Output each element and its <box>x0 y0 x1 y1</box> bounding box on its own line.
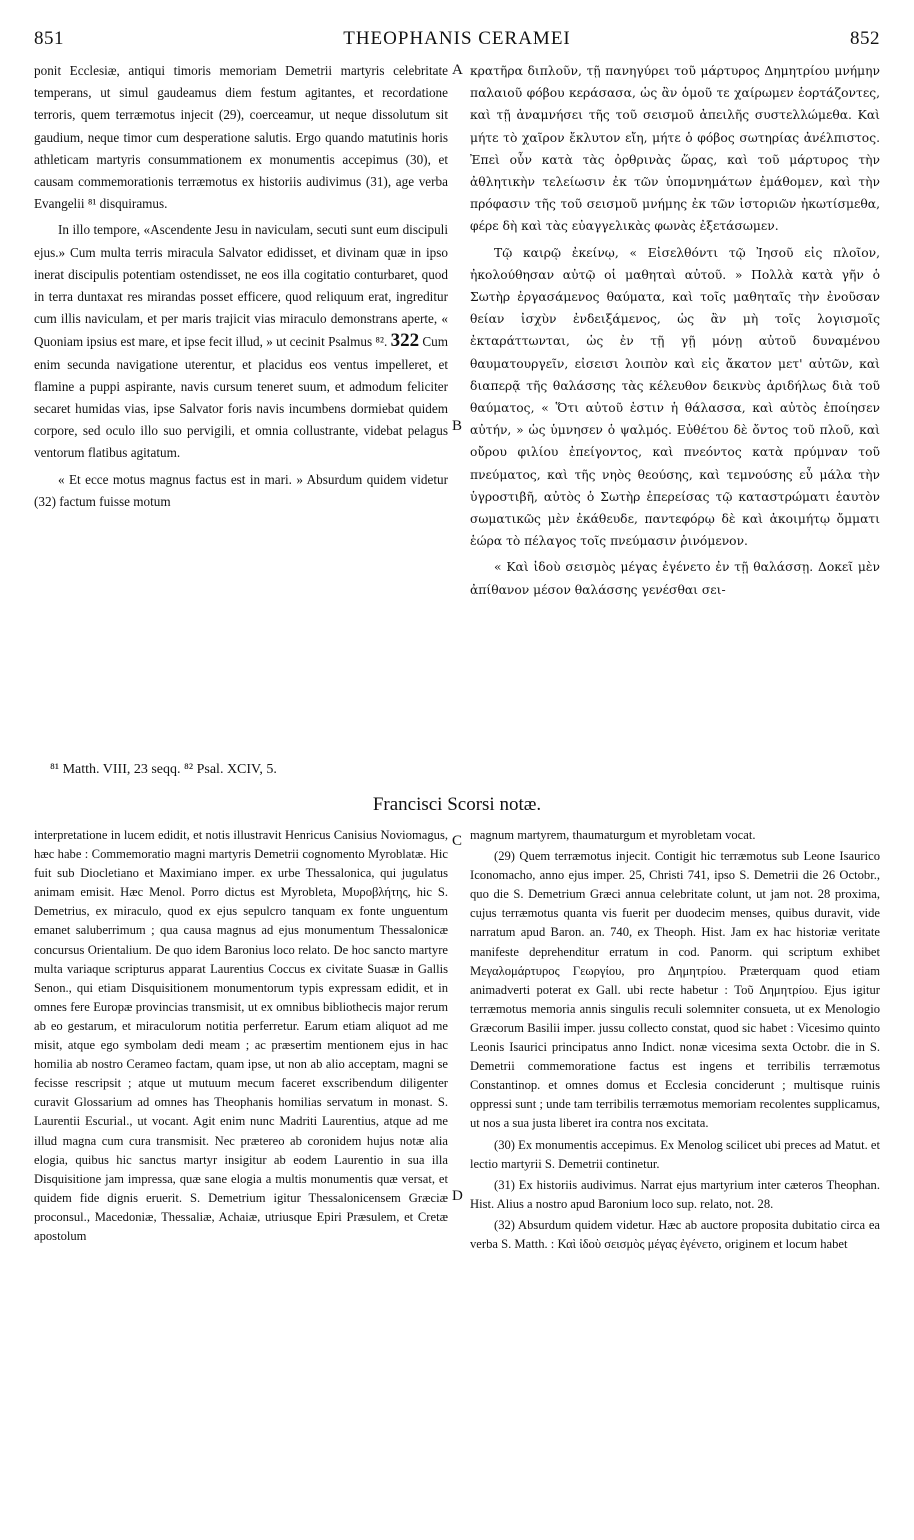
note-31: (31) Ex historiis audivimus. Narrat ejus martyrium inter cæteros Theophan. Hist. Alius a nostro apud Baronium loco sup. relato, not. 28. <box>470 1177 880 1211</box>
running-title: THEOPHANIS CERAMEI <box>343 28 571 49</box>
margin-marker-a: A <box>452 62 463 78</box>
latin-paragraph-2 <box>34 219 448 464</box>
margin-marker-b: B <box>452 418 463 434</box>
note-30: (30) Ex monumentis accepimus. Ex Menolog scilicet ubi preces ad Matut. et lectio martyrii S. Demetrii continetur. <box>470 1137 880 1171</box>
latin-paragraph-1: ponit Ecclesiæ, antiqui timoris memoriam Demetrii martyris celebritate temperans, ut simul gaudeamus diem festum agitantes, et recordatione terroris, quem terræmotus injecit (29), coerceamur, ut neque dissolutum sit gaudium, neque timor cum desperatione salutis. Ergo quando matutinis horis athleticam martyris consummationem ex monumentis accepimus (30), et causam commemorationis terræmotus ex historiis audivimus (31), age verba Evangelii ⁸¹ disquiramus. <box>34 63 448 212</box>
page-number-left: 851 <box>34 28 64 49</box>
footnotes: ⁸¹ Matth. VIII, 23 seqq. ⁸² Psal. XCIV, 5. <box>50 762 277 777</box>
greek-paragraph-1: κρατῆρα διπλοῦν, τῇ πανηγύρει τοῦ μάρτυρος Δημητρίου μνήμην παλαιοῦ φόβου κεράσασα, ὡς ἂν ὁμοῦ τε χαίρωμεν ἑορτάζοντες, καὶ τῇ ἀναμνήσει τῆς τοῦ σεισμοῦ ἀπειλῆς συστελλώμεθα. Καὶ μήτε τὸ χαῖρον ἔκλυτον εἴη, μήτε ὁ φόβος σωτηρίας ἀνέλπιστος. Ἐπεὶ οὖν κατὰ τὰς ὀρθρινὰς ὥρας, καὶ τοῦ μάρτυρος τὴν ἀθλητικὴν τελείωσιν ἐκ τῶν ὑπομνημάτων ἐμάθομεν, καὶ τὴν πρόφασιν τῆς τοῦ σεισμοῦ μνήμης ἐκ τῶν ἱστοριῶν ἠκωτίσμεθα, φέρε δὴ καὶ τὰς εὐαγγελικὰς φωνὰς ἐξετάσωμεν. <box>470 64 880 234</box>
margin-marker-c: C <box>452 833 463 849</box>
page-header <box>34 28 880 58</box>
latin-paragraph-2-text: In illo tempore, «Ascendente Jesu in naviculam, secuti sunt eum discipuli ejus.» Cum multa terris miracula Salvator edidisset, et divinam quæ in ipso inerat discipulis potentiam ostendisset, ne eos illa cogitatio conturbaret, quod in terra duntaxat res mirandas posset efficere, quod reliquum erat, ingreditur cum illis naviculam, et per maris trajicit vias miraculo demonstrans aperte, « Quoniam ipsius est mare, et ipse fecit illud, » ut cecinit Psalmus ⁸². <box>34 222 448 350</box>
note-right-continuation: magnum martyrem, thaumaturgum et myrobletam vocat. <box>470 828 756 842</box>
note-left-paragraph: interpretatione in lucem edidit, et notis illustravit Henricus Canisius Noviomagus, hæc habe : Commemoratio magni martyris Demetrii cognomento Myroblatæ. Hic fuit sub Diocletiano et Maximiano imper. ex urbe Thessalonica, qui jugulatus animam emisit. Hæc Menol. Porro dictus est Myrobleta, Μυροβλήτης, hic S. Demetrius, ex miraculo, quod ex ejus sepulcro tanquam ex fonte unguentum emanet saluberrimum ; qua causa magnus ad ejus monumentum Thessalonicæ concursus Orientalium. De quo idem Baronius loco relato. De hoc sancto martyre multa variaque scripturus apparat Laurentius Coccus ex civitate Suasæ in Gallis Senon., qui etiam Disquisitionem monumentorum typis expressam edidit, et in omnes fere Europæ provincias transmisit, ut ex omnibus bibliothecis major rerum ab eo gestarum, et miraculorum notitia perferretur. Earum etiam aliquot ad me misit, atque ego symbolam dedi meam ; ac præsertim mentionem ejus in hac homilia ab nostro Cerameo factam, quam ipse, ut non ab alio acceptam, magni se fecisse rescripsit ; atque ut mutuum mecum faceret exscribendum diligenter curavit Glossarium ad omnes has Theophanis homilias servatum in monast. S. Laurentii Escurial., ut vocant. Agit enim nunc Madriti Laurentius, atque ad me illud magna cum cura transmisit. Nec prætereo ab coronidem hujus notæ alia elogia, quibus hic sanctus martyr insigitur ab eodem Laurentio in sua illa Disquisitione jam impressa, quæ sane elogia a multis monumentis quæ versat, et quidem fide dignis eruerit. S. Demetrium igitur Thessalonicensem Græciæ proconsul., Macedoniæ, Thessaliæ, Achaiæ, utriusque Epiri Præsulem, et Cretæ apostolum <box>34 828 448 1243</box>
notes-left-column <box>34 826 448 1248</box>
notes-title: Francisci Scorsi notæ. <box>372 794 542 815</box>
column-number: 322 <box>390 330 420 352</box>
note-29: (29) Quem terræmotus injecit. Contigit hic terræmotus sub Leone Isaurico Iconomacho, anno ejus imper. 25, Christi 741, ipso S. Demetrii die 26 Octobr., quo die S. Demetrium Græci annua celebritate colunt, ut jam not. 28 proxima, cujus terræmotus quanta vis fuerit per duodecim menses, quibus duravit, vide narratum apud Baron. an. 740, ex Theoph. Hist. Jam ex hac historiæ veritate manifeste deprehenditur erratum in cod. Panorm. qui scriptum exhibet Μεγαλομάρτυρος Γεωργίου, pro Δημητρίου. Præterquam quod etiam animadverti poterat ex Gall. ubi recte habetur : Τοῦ Δημητρίου. Ejus igitur terræmotus memoria annis singulis reculi solemniter consueta, ut ex Menologio Græcorum Basilii imper. jussu collecto constat, quod sic habet : Vicesimo quinto Leonis Isaurici principatus anno Indict. nonæ vicesima sexta Octobr. die in S. Demetrii commemoratione factus est ingens et terribilis terræmotus Constantinop. et omnes domus et Ecclesia conciderunt ; multisque ruinis oppressi sunt ; unde tam terribilis terræmotus memoriam recolentes supplicamus, ut nos a sua justa liberet ira contra nos excitata. <box>470 849 880 1131</box>
latin-paragraph-3: « Et ecce motus magnus factus est in mari. » Absurdum quidem videtur (32) factum fuisse motum <box>34 471 448 509</box>
greek-column <box>470 60 880 605</box>
page-number-right: 852 <box>850 28 880 49</box>
greek-paragraph-2: Τῷ καιρῷ ἐκείνῳ, « Εἰσελθόντι τῷ Ἰησοῦ εἰς πλοῖον, ἠκολούθησαν αὐτῷ οἱ μαθηταὶ αὐτοῦ. » Πολλὰ κατὰ γῆν ὁ Σωτὴρ ἐργασάμενος θαύματα, καὶ τοῖς μαθηταῖς τὴν ἐνοῦσαν θείαν ἰσχὺν ἐνδειξάμενος, ὡς ἂν μὴ τοῖς λογισμοῖς ἐκταράττωνται, ὡς ἐν τῇ γῇ μόνῃ αὐτοῦ δυναμένου θαυματουργεῖν, εἰσεισι λοιπὸν καὶ εἰς ἄκατον μετ' αὐτῶν, καὶ διαπερᾷ τῆς θαλάσσης τὰς κέλευθον δεικνὺς ἀριδήλως διὰ τοῦ θαύματος, « Ὅτι αὐτοῦ ἐστιν ἡ θάλασσα, καὶ αὐτὸς ἐποίησεν αὐτήν, » ὡς ὑμνησεν ὁ ψαλμός. Εὐθέτου δὲ ὄντος τοῦ πλοῦ, καὶ οὔρου φιλίου ἐπείγοντος, καὶ πνεόντος κατὰ πρύμναν τοῦ πνεύματος, καὶ τῆς νηὸς θεούσης, καὶ τεμνούσης εὖ μάλα τὴν ὑγροστιβῆ, αὐτὸς ὁ Σωτὴρ ἐπερείσας τῷ καταστρώματι ἑαυτὸν σωματικῶς μὲν ἐκάθευδε, παντεφόρῳ δὲ καὶ ἀκοιμήτῳ ὄμματι ἑώρα τὸ πέλαγος τοῖς πνεύμασιν ῥινόμενον. <box>470 245 880 549</box>
latin-column <box>34 60 448 517</box>
latin-paragraph-2-rest: Cum enim secunda navigatione uterentur, et placidus eos ventus impelleret, et flamine a puppi aspirante, navis cursum teneret suum, et admodum feliciter secaret humidas vias, ipse Salvator foris navis incumbens dormiebat quidem corpore, sed oculo illo suo pervigili, et omnia collustrante, videbat pelagus ventorum flatibus agitatum. <box>34 334 449 461</box>
margin-marker-d: D <box>452 1188 463 1204</box>
note-32: (32) Absurdum quidem videtur. Hæc ab auctore proposita dubitatio circa ea verba S. Matth. : Καὶ ἰδοὺ σεισμὸς μέγας ἐγένετο, originem et locum habet <box>470 1217 880 1251</box>
notes-right-column <box>470 826 880 1256</box>
greek-paragraph-3: « Καὶ ἰδοὺ σεισμὸς μέγας ἐγένετο ἐν τῇ θαλάσσῃ. Δοκεῖ μὲν ἀπίθανον μέσον θαλάσσης γενέσθαι σει- <box>470 560 880 597</box>
